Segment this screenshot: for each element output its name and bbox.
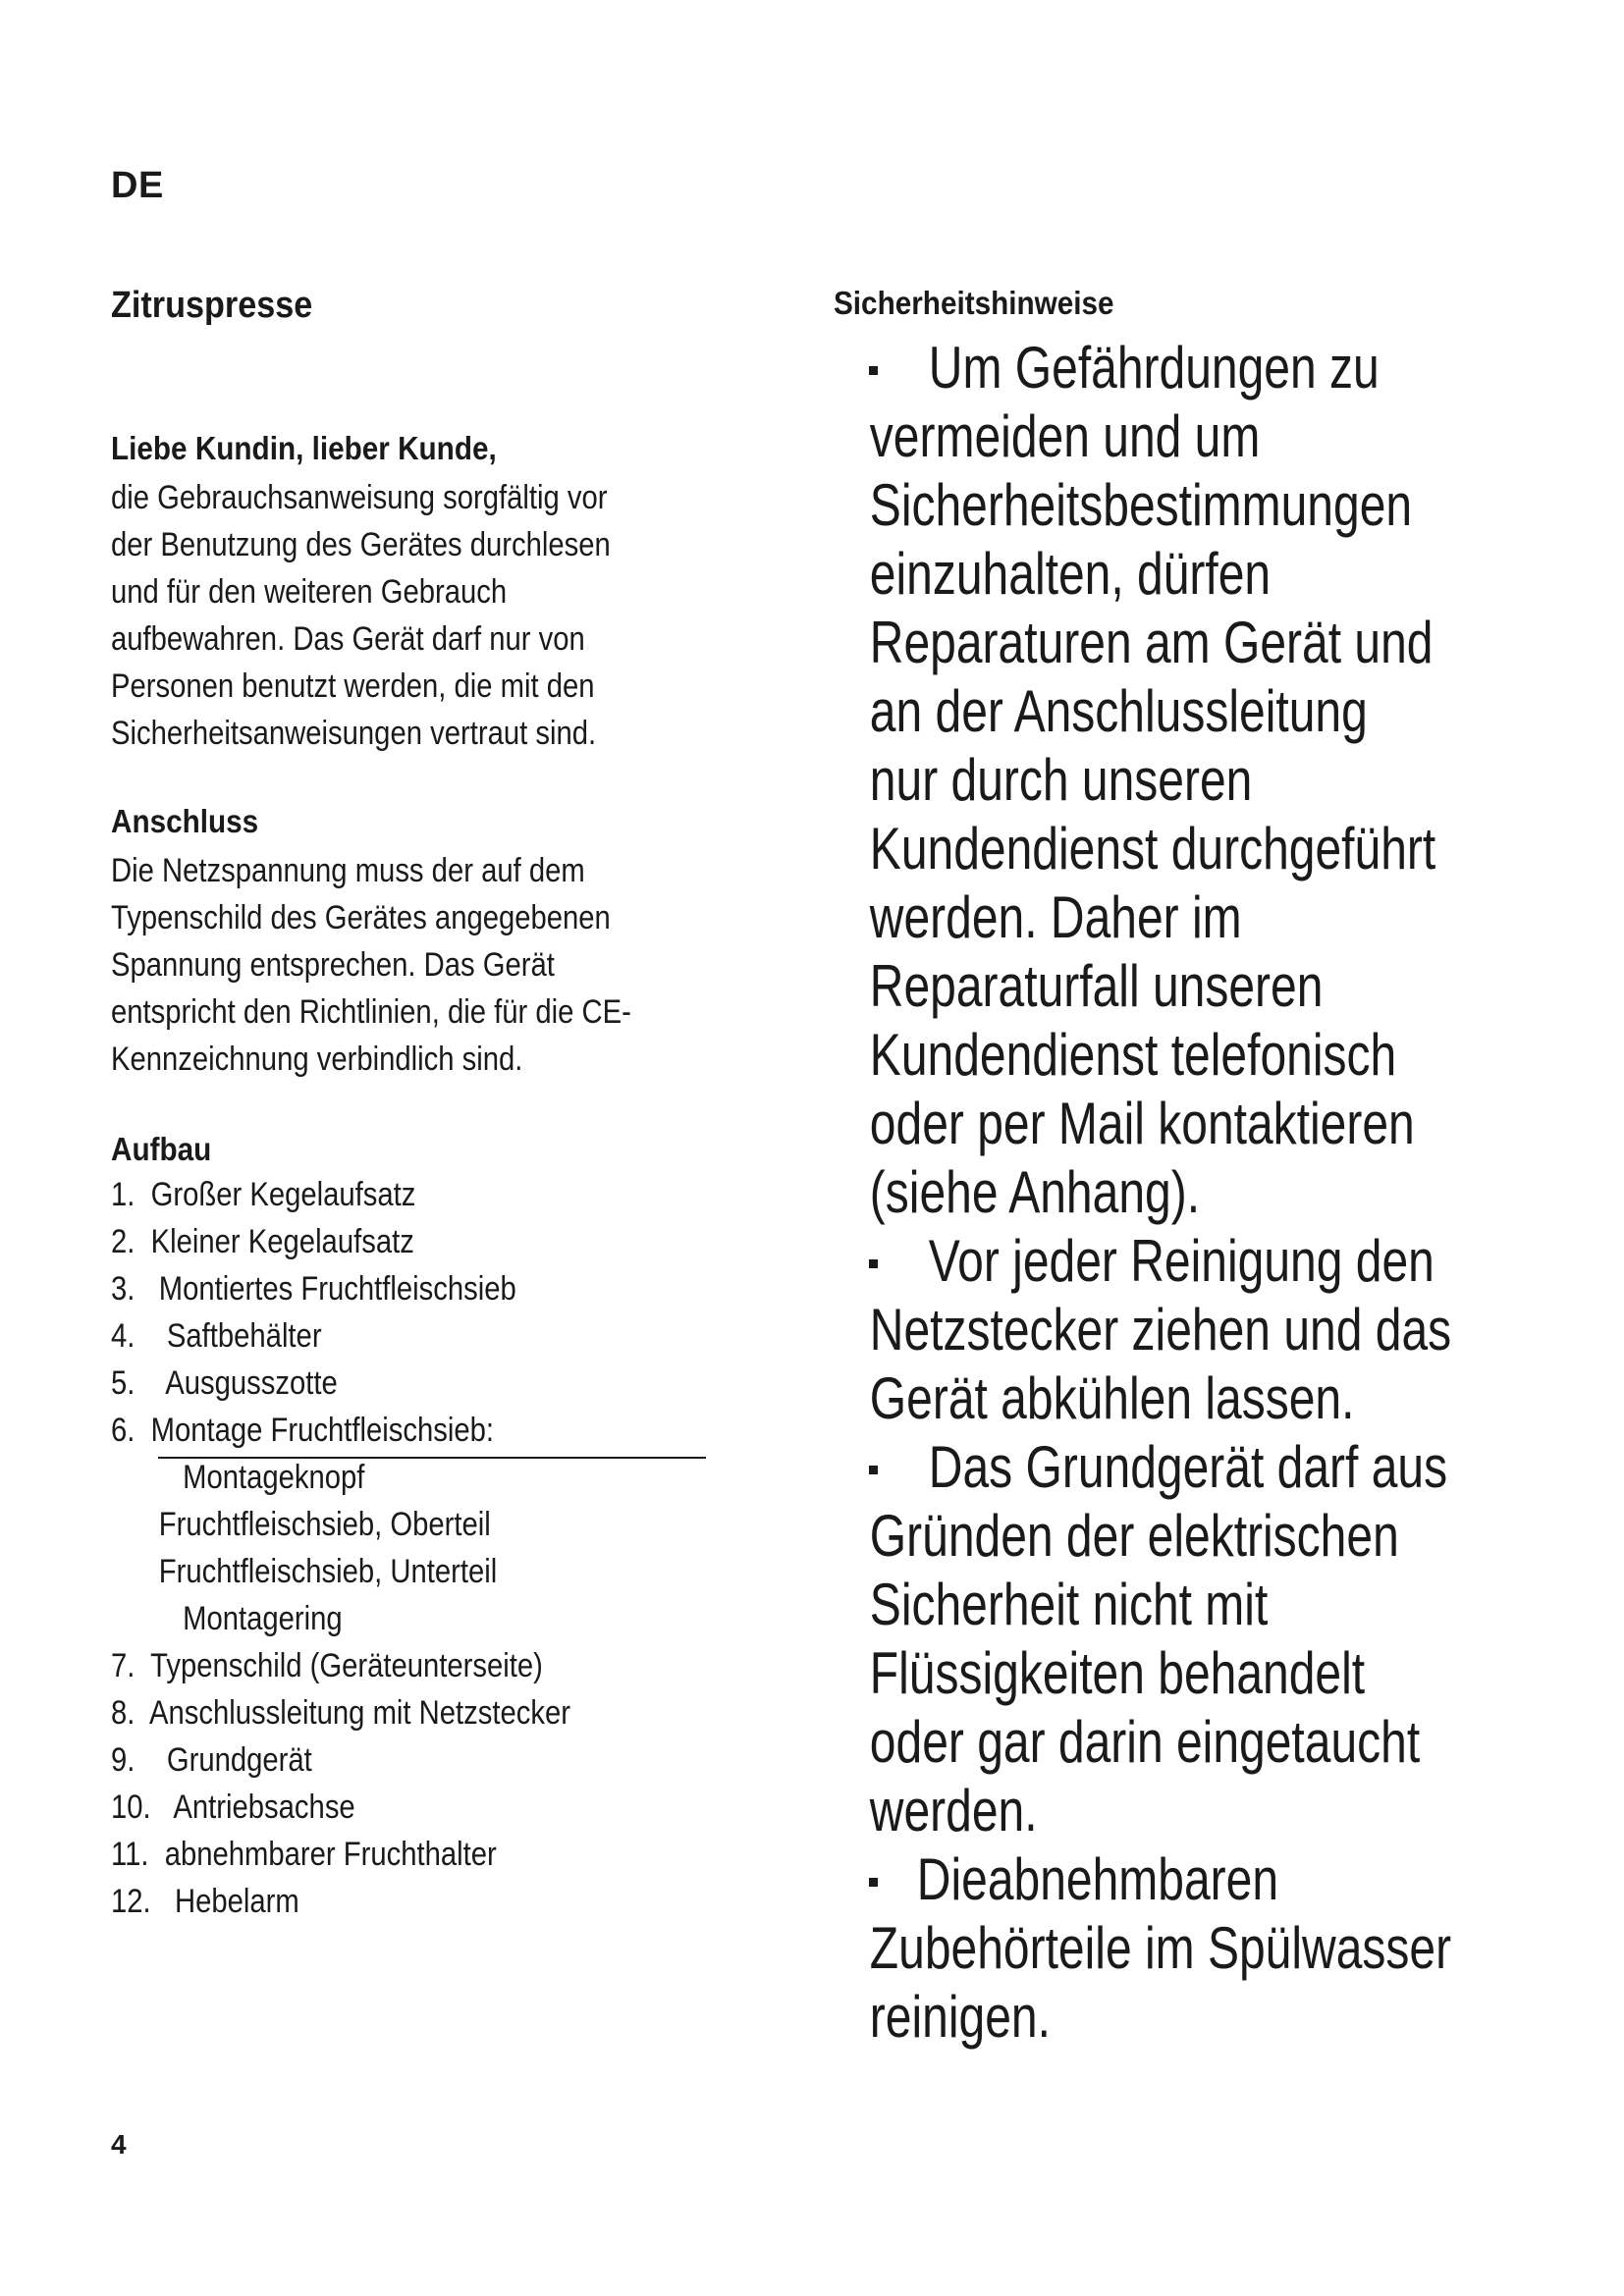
bullet-line: Um Gefährdungen zu [928, 335, 1380, 400]
greeting-heading: Liebe Kundin, lieber Kunde, [111, 430, 497, 466]
bullet-line: oder per Mail kontaktieren [869, 1091, 1415, 1156]
bullet-line: Das Grundgerät darf aus [928, 1434, 1448, 1500]
bullet-line: Flüssigkeiten behandelt [869, 1640, 1366, 1706]
safety-bullet [834, 334, 1605, 1227]
list-item: Montagering [111, 1600, 343, 1637]
connection-line: Typenschild des Gerätes angegebenen [111, 899, 611, 936]
intro-line: Personen benutzt werden, die mit den [111, 667, 595, 705]
underline-rule [158, 1457, 706, 1459]
list-item: 7. Typenschild (Geräteunterseite) [111, 1647, 543, 1684]
connection-line: entspricht den Richtlinien, die für die CE- [111, 993, 631, 1031]
connection-line: Spannung entsprechen. Das Gerät [111, 946, 555, 984]
safety-bullets [834, 334, 1605, 2052]
connection-line: Kennzeichnung verbindlich sind. [111, 1041, 523, 1078]
intro-paragraph [111, 474, 692, 757]
list-item: 2. Kleiner Kegelaufsatz [111, 1223, 414, 1260]
safety-heading: Sicherheitshinweise [834, 285, 1114, 321]
list-item: 10. Antriebsachse [111, 1789, 355, 1826]
bullet-line: Reparaturfall unseren [869, 953, 1324, 1019]
bullet-line: reinigen. [869, 1984, 1051, 2050]
intro-line: die Gebrauchsanweisung sorgfältig vor [111, 479, 608, 516]
page-title: Zitruspresse [111, 285, 313, 326]
intro-line: aufbewahren. Das Gerät darf nur von [111, 620, 585, 658]
bullet-line: (siehe Anhang). [869, 1159, 1201, 1225]
connection-line: Die Netzspannung muss der auf dem [111, 852, 585, 889]
bullet-line: Sicherheitsbestimmungen [869, 472, 1413, 538]
list-item: Montageknopf [111, 1459, 365, 1496]
list-item: 11. abnehmbarer Fruchthalter [111, 1836, 497, 1873]
list-item: 6. Montage Fruchtfleischsieb: [111, 1412, 495, 1449]
intro-line: und für den weiteren Gebrauch [111, 573, 508, 611]
bullet-line: nur durch unseren [869, 747, 1253, 813]
safety-bullet [834, 1433, 1605, 1845]
list-item: 4. Saftbehälter [111, 1317, 322, 1355]
safety-bullet [834, 1845, 1605, 2052]
left-column [111, 285, 818, 1920]
construction-heading: Aufbau [111, 1131, 212, 1167]
bullet-line: Gründen der elektrischen [869, 1503, 1399, 1569]
bullet-line: werden. [869, 1778, 1038, 1843]
bullet-line: Kundendienst telefonisch [869, 1022, 1397, 1088]
bullet-line: Dieabnehmbaren [916, 1846, 1279, 1912]
list-item: Fruchtfleischsieb, Oberteil [111, 1506, 491, 1543]
connection-paragraph [111, 847, 716, 1083]
bullet-line: vermeiden und um [869, 403, 1261, 469]
list-item: 1. Großer Kegelaufsatz [111, 1176, 416, 1213]
intro-line: der Benutzung des Gerätes durchlesen [111, 526, 611, 563]
language-tag: DE [111, 165, 164, 206]
bullet-line: Reparaturen am Gerät und [869, 610, 1434, 675]
parts-list [111, 1171, 645, 1925]
list-item: 8. Anschlussleitung mit Netzstecker [111, 1694, 571, 1732]
bullet-line: Sicherheit nicht mit [869, 1572, 1269, 1637]
list-item: 3. Montiertes Fruchtfleischsieb [111, 1270, 516, 1308]
list-item: 5. Ausgusszotte [111, 1364, 338, 1402]
safety-bullet [834, 1227, 1605, 1433]
bullet-line: Kundendienst durchgeführt [869, 816, 1436, 881]
bullet-line: werden. Daher im [869, 884, 1242, 950]
page-number: 4 [111, 2129, 127, 2160]
bullet-line: Netzstecker ziehen und das [869, 1297, 1452, 1362]
bullet-line: Vor jeder Reinigung den [928, 1228, 1435, 1294]
bullet-line: einzuhalten, dürfen [869, 541, 1272, 607]
bullet-line: an der Anschlussleitung [869, 678, 1368, 744]
bullet-line: Zubehörteile im Spülwasser [869, 1915, 1452, 1981]
right-column [834, 285, 1580, 2050]
list-item: Fruchtfleischsieb, Unterteil [111, 1553, 498, 1590]
bullet-line: Gerät abkühlen lassen. [869, 1365, 1355, 1431]
intro-line: Sicherheitsanweisungen vertraut sind. [111, 715, 597, 752]
list-item: 12. Hebelarm [111, 1883, 299, 1920]
list-item: 9. Grundgerät [111, 1741, 312, 1779]
connection-heading: Anschluss [111, 803, 259, 839]
bullet-line: oder gar darin eingetaucht [869, 1709, 1421, 1775]
